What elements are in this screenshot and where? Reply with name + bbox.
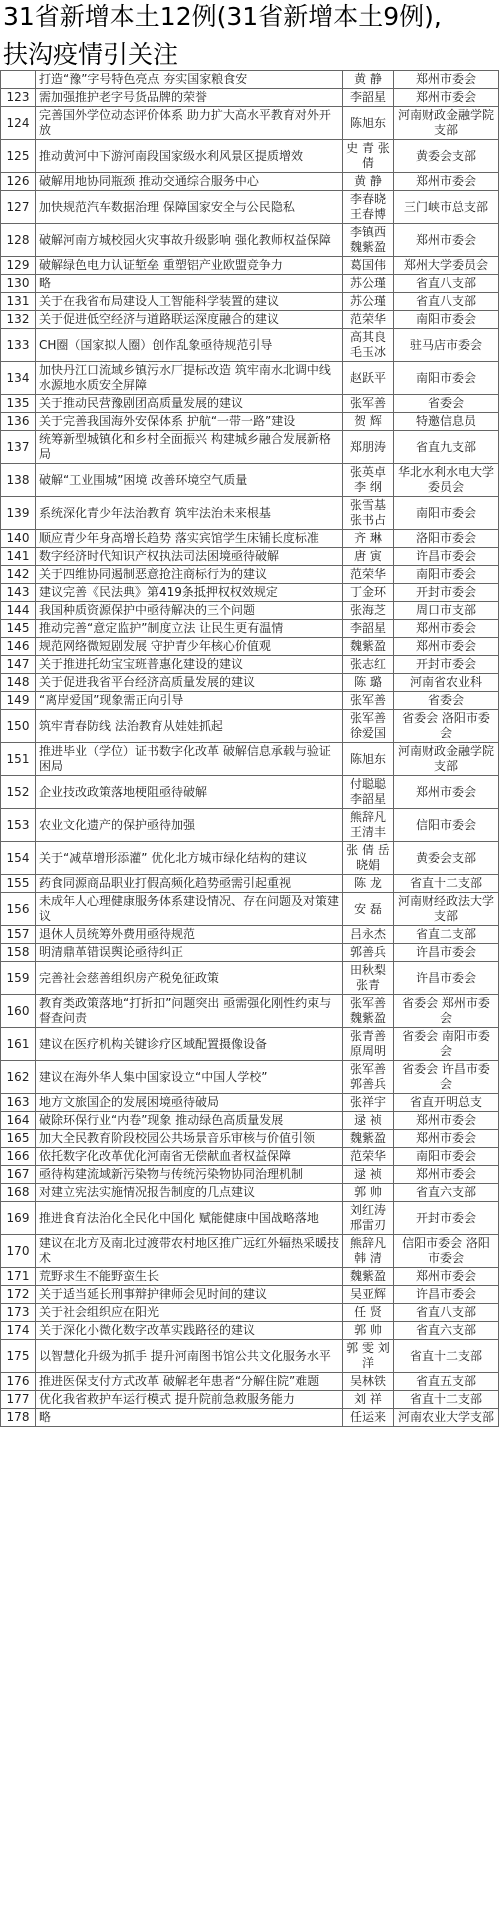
row-unit: 省直二支部 [394,926,499,944]
row-unit: 省直十二支部 [394,1340,499,1373]
row-author: 张 倩 岳晓娟 [343,842,394,875]
row-unit: 河南财经政法大学支部 [394,893,499,926]
row-unit: 省直六支部 [394,1322,499,1340]
table-row [1,1130,499,1148]
row-number: 163 [1,1094,36,1112]
row-number: 165 [1,1130,36,1148]
row-author: 李韶星 [343,620,394,638]
table-row [1,1184,499,1202]
row-author: 刘 祥 [343,1391,394,1409]
row-unit: 省直开明总支 [394,1094,499,1112]
row-number: 132 [1,311,36,329]
row-title: 推进食育法治化全民化中国化 赋能健康中国战略落地 [36,1202,343,1235]
row-author: 苏公瑾 [343,293,394,311]
table-row [1,692,499,710]
row-unit: 郑州市委会 [394,620,499,638]
row-author: 逯 祯 [343,1166,394,1184]
row-title: 筑牢青春防线 法治教育从娃娃抓起 [36,710,343,743]
row-number: 123 [1,89,36,107]
row-number: 142 [1,566,36,584]
row-number: 133 [1,329,36,362]
row-unit: 开封市委会 [394,584,499,602]
row-author: 史 青 张 倩 [343,140,394,173]
row-title: 关于适当延长刑事辩护律师会见时间的建议 [36,1286,343,1304]
row-author: 陈 璐 [343,674,394,692]
table-row [1,1304,499,1322]
row-unit: 开封市委会 [394,656,499,674]
row-unit: 河南省农业科 [394,674,499,692]
table-row [1,395,499,413]
row-unit: 郑州市委会 [394,89,499,107]
row-number: 178 [1,1409,36,1427]
row-title: 关于在我省布局建设人工智能科学装置的建议 [36,293,343,311]
row-number: 155 [1,875,36,893]
table-row [1,257,499,275]
row-number: 139 [1,497,36,530]
row-number: 129 [1,257,36,275]
row-unit: 省委会 许昌市委会 [394,1061,499,1094]
row-number: 171 [1,1268,36,1286]
row-author: 任 贤 [343,1304,394,1322]
row-author: 付聪聪 李韶星 [343,776,394,809]
table-row [1,293,499,311]
row-author: 逯 祯 [343,1112,394,1130]
row-number: 128 [1,224,36,257]
row-unit: 郑州大学委员会 [394,257,499,275]
row-author: 张军善 徐爱国 [343,710,394,743]
row-unit: 省委会 郑州市委会 [394,995,499,1028]
row-title: 未成年人心理健康服务体系建设情况、存在问题及对策建议 [36,893,343,926]
row-author: 张祥宇 [343,1094,394,1112]
row-author: 赵跃平 [343,362,394,395]
table-row [1,1409,499,1427]
table-row [1,71,499,89]
row-author: 吴林铁 [343,1373,394,1391]
table-row [1,1235,499,1268]
table-row [1,656,499,674]
row-unit: 郑州市委会 [394,1268,499,1286]
row-author: 魏紫盈 [343,638,394,656]
table-row [1,620,499,638]
row-number: 161 [1,1028,36,1061]
row-author: 李镇西 魏紫盈 [343,224,394,257]
row-author: 郑朋涛 [343,431,394,464]
row-title: 建议完善《民法典》第419条抵押权权效规定 [36,584,343,602]
proposal-table [0,70,499,1427]
row-title: 打造“豫”字号特色亮点 夯实国家粮食安 [36,71,343,89]
row-number: 145 [1,620,36,638]
row-unit: 许昌市委会 [394,548,499,566]
row-author: 张海芝 [343,602,394,620]
row-title: 加快丹江口流域乡镇污水厂提标改造 筑牢南水北调中线水源地水质安全屏障 [36,362,343,395]
row-unit: 驻马店市委会 [394,329,499,362]
row-author: 熊辞凡 韩 清 [343,1235,394,1268]
table-row [1,776,499,809]
row-title: 关于社会组织应在阳光 [36,1304,343,1322]
table-row [1,224,499,257]
table-row [1,1268,499,1286]
row-author: 葛国伟 [343,257,394,275]
row-title: 顺应青少年身高增长趋势 落实宾馆学生床铺长度标准 [36,530,343,548]
table-row [1,107,499,140]
row-author: 田秋梨 张青 [343,962,394,995]
row-unit: 省直九支部 [394,431,499,464]
row-title: “离岸爱国”现象需正向引导 [36,692,343,710]
row-unit: 许昌市委会 [394,1286,499,1304]
table-row [1,311,499,329]
row-number: 175 [1,1340,36,1373]
row-title: 统筹新型城镇化和乡村全面振兴 构建城乡融合发展新格局 [36,431,343,464]
table-row [1,530,499,548]
row-unit: 省直十二支部 [394,1391,499,1409]
row-unit: 省直八支部 [394,293,499,311]
row-author: 郭善兵 [343,944,394,962]
table-row [1,584,499,602]
row-title: 破解绿色电力认证堑垒 重塑铝产业欧盟竞争力 [36,257,343,275]
row-title: 亟待构建流域新污染物与传统污染物协同治理机制 [36,1166,343,1184]
row-unit: 郑州市委会 [394,1130,499,1148]
row-number: 134 [1,362,36,395]
table-row [1,1373,499,1391]
row-title: 教育类政策落地“打折扣”问题突出 亟需强化刚性约束与督查问责 [36,995,343,1028]
row-unit: 开封市委会 [394,1202,499,1235]
row-unit: 信阳市委会 洛阳市委会 [394,1235,499,1268]
row-unit: 南阳市委会 [394,311,499,329]
row-unit: 华北水利水电大学委员会 [394,464,499,497]
row-number: 131 [1,293,36,311]
table-row [1,1202,499,1235]
table-row [1,1112,499,1130]
table-row [1,413,499,431]
row-title: 建议在海外华人集中国家设立“中国人学校” [36,1061,343,1094]
row-number: 126 [1,173,36,191]
table-row [1,602,499,620]
row-title: 推动完善“意定监护”制度立法 让民生更有温情 [36,620,343,638]
row-number: 125 [1,140,36,173]
row-author: 苏公瑾 [343,275,394,293]
row-title: 依托数字化改革优化河南省无偿献血者权益保障 [36,1148,343,1166]
row-author: 李春晓 王春博 [343,191,394,224]
row-author: 张军善 [343,692,394,710]
row-title: 荒野求生不能野蛮生长 [36,1268,343,1286]
row-title: 加大全民教育阶段校园公共场景音乐审核与价值引领 [36,1130,343,1148]
row-author: 任运来 [343,1409,394,1427]
row-number: 167 [1,1166,36,1184]
row-number: 151 [1,743,36,776]
row-author: 陈 龙 [343,875,394,893]
table-row [1,893,499,926]
table-row [1,173,499,191]
row-title: 关于深化小微化数字改革实践路径的建议 [36,1322,343,1340]
row-number: 164 [1,1112,36,1130]
row-author: 张志红 [343,656,394,674]
row-number: 144 [1,602,36,620]
table-row [1,962,499,995]
row-author: 郭 帅 [343,1322,394,1340]
row-author: 熊辞凡 王清丰 [343,809,394,842]
row-number: 140 [1,530,36,548]
row-number: 146 [1,638,36,656]
headline-line-2: 扶沟疫情引关注 [3,40,179,69]
row-author: 安 磊 [343,893,394,926]
row-number: 137 [1,431,36,464]
row-number: 168 [1,1184,36,1202]
row-title: 企业技改政策落地梗阻亟待破解 [36,776,343,809]
table-row [1,1094,499,1112]
row-unit: 省直五支部 [394,1373,499,1391]
table-row [1,566,499,584]
row-unit: 黄委会支部 [394,140,499,173]
row-unit: 许昌市委会 [394,962,499,995]
row-author: 丁金环 [343,584,394,602]
row-author: 陈旭东 [343,107,394,140]
row-unit: 省委会 [394,692,499,710]
row-title: 关于完善我国海外安保体系 护航“一带一路”建设 [36,413,343,431]
row-title: 推进医保支付方式改革 破解老年患者“分解住院”难题 [36,1373,343,1391]
row-number: 154 [1,842,36,875]
table-row [1,140,499,173]
table-row [1,926,499,944]
row-title: 破解用地协同瓶颈 推动交通综合服务中心 [36,173,343,191]
row-unit: 省直六支部 [394,1184,499,1202]
row-unit: 特邀信息员 [394,413,499,431]
row-number: 158 [1,944,36,962]
row-number: 169 [1,1202,36,1235]
row-unit: 黄委会支部 [394,842,499,875]
row-number: 130 [1,275,36,293]
table-row [1,1148,499,1166]
row-number: 148 [1,674,36,692]
row-title: 退休人员统筹外费用亟待规范 [36,926,343,944]
row-number: 143 [1,584,36,602]
row-number: 159 [1,962,36,995]
table-row [1,89,499,107]
row-unit: 郑州市委会 [394,224,499,257]
row-title: 关于四维协同遏制恶意抢注商标行为的建议 [36,566,343,584]
row-number: 176 [1,1373,36,1391]
table-row [1,1340,499,1373]
row-title: 关于推进托幼宝宝班普惠化建设的建议 [36,656,343,674]
row-unit: 省直十二支部 [394,875,499,893]
row-author: 齐 琳 [343,530,394,548]
row-title: 优化我省救护车运行模式 提升院前急救服务能力 [36,1391,343,1409]
row-unit: 河南财政金融学院支部 [394,107,499,140]
row-unit: 三门峡市总支部 [394,191,499,224]
table-row [1,638,499,656]
row-unit: 省直八支部 [394,1304,499,1322]
row-number: 127 [1,191,36,224]
row-number: 160 [1,995,36,1028]
row-title: 系统深化青少年法治教育 筑牢法治未来根基 [36,497,343,530]
row-title: 破解“工业围城”困境 改善环境空气质量 [36,464,343,497]
row-title: 破除环保行业“内卷”现象 推动绿色高质量发展 [36,1112,343,1130]
table-row [1,1286,499,1304]
row-author: 吴亚辉 [343,1286,394,1304]
table-row [1,191,499,224]
table-row [1,275,499,293]
page-header [0,0,500,70]
row-author: 张雪基 张书占 [343,497,394,530]
row-title: 规范网络微短剧发展 守护青少年核心价值观 [36,638,343,656]
row-author: 张英卓 李 纲 [343,464,394,497]
row-title: 略 [36,1409,343,1427]
row-title: 以智慧化升级为抓手 提升河南图书馆公共文化服务水平 [36,1340,343,1373]
row-author: 魏紫盈 [343,1130,394,1148]
row-author: 魏紫盈 [343,1268,394,1286]
table-row [1,1391,499,1409]
table-row [1,548,499,566]
row-author: 唐 寅 [343,548,394,566]
row-number: 173 [1,1304,36,1322]
row-unit: 郑州市委会 [394,1166,499,1184]
row-author: 郭 帅 [343,1184,394,1202]
row-unit: 南阳市委会 [394,497,499,530]
row-author: 贺 辉 [343,413,394,431]
row-title: 农业文化遗产的保护亟待加强 [36,809,343,842]
row-title: 加快规范汽车数据治理 保障国家安全与公民隐私 [36,191,343,224]
row-number: 135 [1,395,36,413]
row-title: 关于促进低空经济与道路联运深度融合的建议 [36,311,343,329]
row-title: 略 [36,275,343,293]
row-unit: 省委会 [394,395,499,413]
row-author: 吕永杰 [343,926,394,944]
table-row [1,1166,499,1184]
row-author: 张军善 [343,395,394,413]
row-unit: 南阳市委会 [394,1148,499,1166]
table-row [1,497,499,530]
row-title: 药食同源商品职业打假高频化趋势亟需引起重视 [36,875,343,893]
row-unit: 河南财政金融学院支部 [394,743,499,776]
row-number: 177 [1,1391,36,1409]
row-number: 136 [1,413,36,431]
row-unit: 郑州市委会 [394,71,499,89]
row-title: 关于“减草增形添灌” 优化北方城市绿化结构的建议 [36,842,343,875]
row-unit: 许昌市委会 [394,944,499,962]
row-author: 范荣华 [343,1148,394,1166]
table-row [1,674,499,692]
row-title: 破解河南方城校园火灾事故升级影响 强化教师权益保障 [36,224,343,257]
row-author: 张青善 原周明 [343,1028,394,1061]
row-unit: 郑州市委会 [394,173,499,191]
row-title: 我国种质资源保护中亟待解决的三个问题 [36,602,343,620]
row-number: 124 [1,107,36,140]
row-unit: 南阳市委会 [394,362,499,395]
table-row [1,431,499,464]
row-author: 张军善 郭善兵 [343,1061,394,1094]
table-row [1,1322,499,1340]
row-unit: 信阳市委会 [394,809,499,842]
row-number: 153 [1,809,36,842]
row-author: 郭 雯 刘 洋 [343,1340,394,1373]
table-row [1,329,499,362]
row-title: 地方文旅国企的发展困境亟待破局 [36,1094,343,1112]
table-row [1,464,499,497]
row-unit: 郑州市委会 [394,1112,499,1130]
table-row [1,1061,499,1094]
row-unit: 周口市支部 [394,602,499,620]
row-author: 刘红涛 邢雷刃 [343,1202,394,1235]
table-row [1,1028,499,1061]
row-number: 149 [1,692,36,710]
table-row [1,944,499,962]
table-row [1,875,499,893]
row-number: 166 [1,1148,36,1166]
row-unit: 郑州市委会 [394,638,499,656]
row-title: 推动黄河中下游河南段国家级水利风景区提质增效 [36,140,343,173]
row-title: 需加强推护老字号货品牌的荣誉 [36,89,343,107]
row-title: 完善社会慈善组织房产税免征政策 [36,962,343,995]
table-row [1,809,499,842]
row-author: 张军善 魏紫盈 [343,995,394,1028]
table-row [1,842,499,875]
row-unit: 洛阳市委会 [394,530,499,548]
row-number: 141 [1,548,36,566]
row-number: 138 [1,464,36,497]
proposal-table-body [1,71,499,1427]
row-title: 数字经济时代知识产权执法司法困境亟待破解 [36,548,343,566]
row-unit: 省直八支部 [394,275,499,293]
row-title: 建议在北方及南北过渡带农村地区推广远红外辐热采暖技术 [36,1235,343,1268]
table-row [1,743,499,776]
row-title: CH圈（国家拟人圈）创作乱象亟待规范引导 [36,329,343,362]
row-author: 范荣华 [343,566,394,584]
row-number [1,71,36,89]
row-number: 157 [1,926,36,944]
table-row [1,995,499,1028]
row-number: 172 [1,1286,36,1304]
row-author: 李韶星 [343,89,394,107]
row-author: 范荣华 [343,311,394,329]
row-author: 黄 静 [343,71,394,89]
row-number: 147 [1,656,36,674]
row-unit: 省委会 南阳市委会 [394,1028,499,1061]
row-number: 156 [1,893,36,926]
headline-line-1: 31省新增本土12例(31省新增本土9例), [3,2,442,31]
row-number: 174 [1,1322,36,1340]
row-number: 162 [1,1061,36,1094]
proposal-table-container [0,70,500,1905]
row-unit: 郑州市委会 [394,776,499,809]
row-unit: 河南农业大学支部 [394,1409,499,1427]
row-title: 建议在医疗机构关键诊疗区域配置摄像设备 [36,1028,343,1061]
row-number: 170 [1,1235,36,1268]
row-unit: 省委会 洛阳市委会 [394,710,499,743]
row-author: 陈旭东 [343,743,394,776]
row-number: 152 [1,776,36,809]
row-title: 完善国外学位动态评价体系 助力扩大高水平教育对外开放 [36,107,343,140]
row-title: 推进毕业（学位）证书数字化改革 破解信息承载与验证困局 [36,743,343,776]
table-row [1,710,499,743]
row-author: 高其良 毛玉冰 [343,329,394,362]
table-row [1,362,499,395]
row-title: 对建立宪法实施情况报告制度的几点建议 [36,1184,343,1202]
row-author: 黄 静 [343,173,394,191]
row-title: 关于推动民营豫剧团高质量发展的建议 [36,395,343,413]
row-unit: 南阳市委会 [394,566,499,584]
row-number: 150 [1,710,36,743]
row-title: 明清鼎革错误舆论亟待纠正 [36,944,343,962]
row-title: 关于促进我省平台经济高质量发展的建议 [36,674,343,692]
